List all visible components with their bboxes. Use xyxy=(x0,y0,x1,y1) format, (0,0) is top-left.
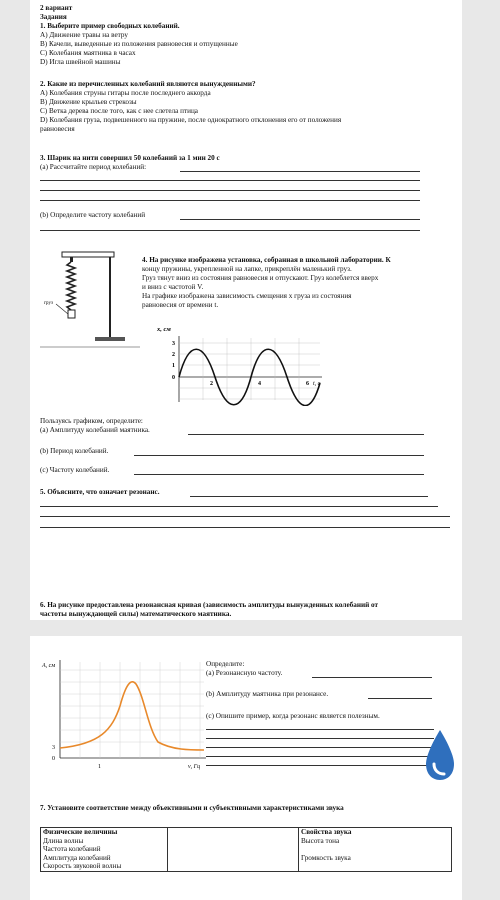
resonance-y-label: A, см xyxy=(42,663,56,669)
answer-line xyxy=(312,677,432,678)
apparatus-label: груз xyxy=(44,301,53,306)
list-item: Длина волны xyxy=(43,836,84,845)
displacement-time-graph xyxy=(150,318,330,406)
worksheet-page-2 xyxy=(30,636,462,900)
answer-line xyxy=(206,765,434,766)
resonance-curve-graph xyxy=(40,656,210,774)
sound-characteristics-table xyxy=(40,827,452,872)
q4-prompt: Пользуясь графиком, определите: xyxy=(40,417,143,425)
q3-part-b: (b) Определите частоту колебаний xyxy=(40,211,146,219)
answer-line xyxy=(40,527,450,528)
answer-line xyxy=(40,200,420,201)
graph-y-tick: 1 xyxy=(172,363,175,369)
q3-part-a: (a) Рассчитайте период колебаний: xyxy=(40,163,147,171)
resonance-x-tick: 1 xyxy=(98,764,101,770)
q6-part-b: (b) Амплитуду маятника при резонансе. xyxy=(206,690,329,698)
q2-option-a: A) Колебания струны гитары после последнего аккорда xyxy=(40,89,211,97)
q4-text-line: равновесия от времени t. xyxy=(142,301,219,309)
answer-line xyxy=(40,180,420,181)
left-header: Физические величины xyxy=(43,828,118,836)
q1-option-d: D) Игла швейной машины xyxy=(40,58,121,66)
q4-text-line: концу пружины, укрепленной на лапке, прикреплён маленький груз. xyxy=(142,265,352,273)
list-item: Амплитуда колебаний xyxy=(43,853,111,862)
physical-quantities-column xyxy=(41,828,168,872)
graph-x-tick: 4 xyxy=(258,381,261,387)
q2-option-b: B) Движение крыльев стрекозы xyxy=(40,98,137,106)
graph-y-label: x, см xyxy=(157,326,171,333)
answer-line xyxy=(40,506,438,507)
answer-line xyxy=(206,738,434,739)
answer-line xyxy=(190,496,428,497)
q7-question: 7. Установите соответствие между объективными и субъективными характеристиками звука xyxy=(40,804,344,812)
q3-question: 3. Шарик на нити совершил 50 колебаний за 1 мин 20 с xyxy=(40,154,220,162)
list-item xyxy=(301,845,449,854)
list-item: Частота колебаний xyxy=(43,845,101,854)
q6-part-c: (c) Опишите пример, когда резонанс является полезным. xyxy=(206,712,380,720)
graph-x-tick: 6 xyxy=(306,381,309,387)
answer-line xyxy=(40,230,420,231)
list-item: Высота тона xyxy=(301,836,340,845)
resonance-y-tick: 0 xyxy=(52,756,55,762)
answer-line xyxy=(368,698,432,699)
answer-line xyxy=(40,516,450,517)
graph-y-tick: 3 xyxy=(172,341,175,347)
water-drop-icon xyxy=(422,728,458,784)
q4-part-c: (c) Частоту колебаний. xyxy=(40,466,110,474)
answer-line xyxy=(134,455,424,456)
list-item: Громкость звука xyxy=(301,853,351,862)
resonance-curve xyxy=(60,682,204,750)
graph-y-tick: 2 xyxy=(172,352,175,358)
q4-part-a: (a) Амплитуду колебаний маятника. xyxy=(40,426,150,434)
q6-text-line: частоты вынуждающей силы) математического маятника. xyxy=(40,610,232,618)
q4-text-line: и вниз с частотой V. xyxy=(142,283,204,291)
answer-line xyxy=(188,434,424,435)
q4-text-line: 4. На рисунке изображена установка, собранная в школьной лаборатории. К xyxy=(142,256,391,264)
variant-label: 2 вариант xyxy=(40,4,73,12)
answer-line xyxy=(180,219,420,220)
resonance-x-label: ν, Гц xyxy=(188,764,201,770)
worksheet-page-1 xyxy=(30,0,462,620)
q5-question: 5. Объясните, что означает резонанс. xyxy=(40,488,160,496)
answer-line xyxy=(206,729,434,730)
q2-question: 2. Какие из перечисленных колебаний являются вынужденными? xyxy=(40,80,256,88)
q2-option-c: C) Ветка дерева после того, как с нее слетела птица xyxy=(40,107,198,115)
answer-line xyxy=(206,756,434,757)
list-item: Скорость звуковой волны xyxy=(43,862,122,871)
q6-text-line: 6. На рисунке предоставлена резонансная кривая (зависимость амплитуды вынужденных колебаний от xyxy=(40,601,379,609)
q4-part-b: (b) Период колебаний. xyxy=(40,447,109,455)
graph-x-tick: 2 xyxy=(210,381,213,387)
sound-properties-column xyxy=(299,828,452,872)
q6-determine: Определите: xyxy=(206,660,245,668)
graph-x-label: t, с xyxy=(313,381,321,387)
graph-y-tick: 0 xyxy=(172,375,175,381)
q1-option-c: C) Колебания маятника в часах xyxy=(40,49,136,57)
q2-option-d-cont: равновесия xyxy=(40,125,75,133)
q1-option-b: B) Качели, выведенные из положения равновесия и отпущенные xyxy=(40,40,238,48)
matching-column xyxy=(168,828,299,872)
q6-part-a: (a) Резонансную частоту. xyxy=(206,669,283,677)
answer-line xyxy=(134,474,424,475)
tasks-title: Задания xyxy=(40,13,67,21)
q1-question: 1. Выберите пример свободных колебаний. xyxy=(40,22,180,30)
spring-apparatus-illustration xyxy=(40,244,140,348)
right-header: Свойства звука xyxy=(301,828,352,836)
q1-option-a: A) Движение травы на ветру xyxy=(40,31,128,39)
q4-text-line: Груз тянут вниз из состояния равновесия и отпускают. Груз колеблется вверх xyxy=(142,274,379,282)
q2-option-d: D) Колебания груза, подвешенного на пружине, после однократного отклонения его от положения xyxy=(40,116,342,124)
answer-line xyxy=(40,190,420,191)
answer-line xyxy=(180,171,420,172)
q4-text-line: На графике изображена зависимость смещения x груза из состояния xyxy=(142,292,352,300)
resonance-y-tick: 3 xyxy=(52,745,55,751)
answer-line xyxy=(206,747,434,748)
